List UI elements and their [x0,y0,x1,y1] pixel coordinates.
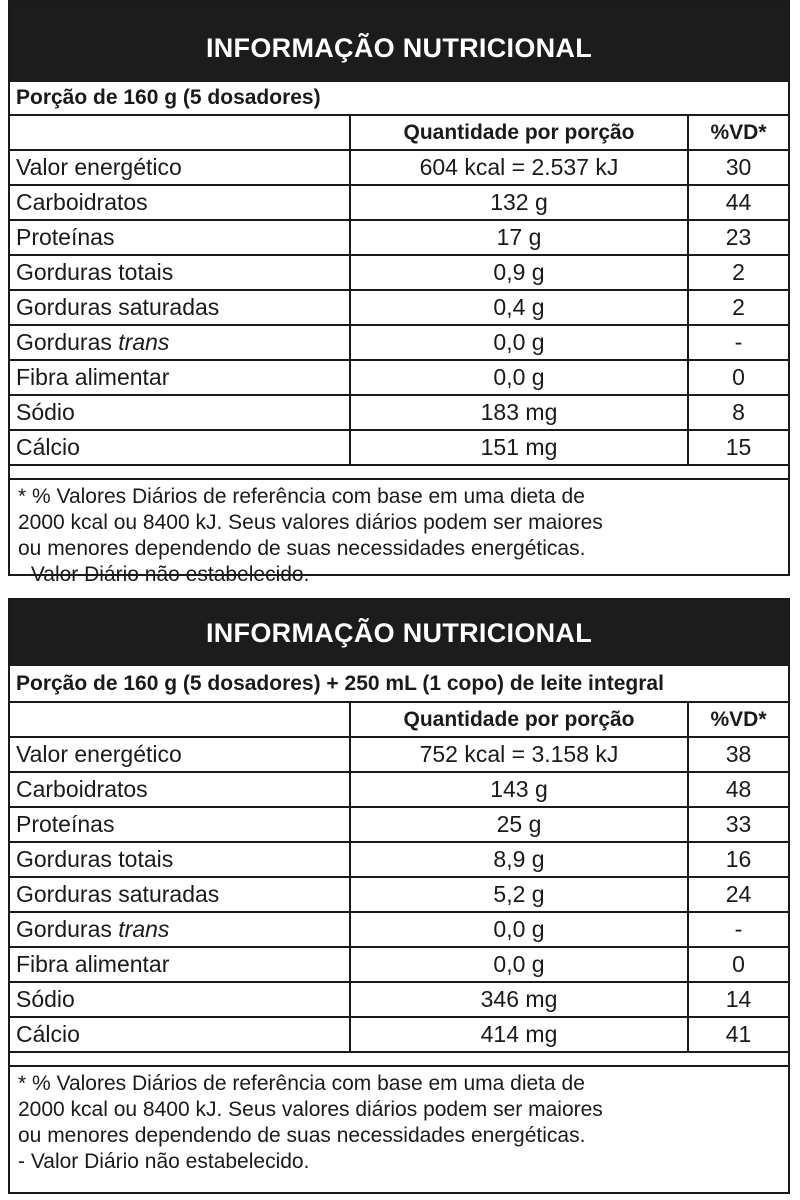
header-blank [10,703,350,737]
table-row [10,220,788,255]
footnote-line: * % Valores Diários de referência com base em uma dieta de [18,1072,585,1095]
footnote-line: - Valor Diário não estabelecido. [18,563,310,586]
nutrient-name: Gorduras saturadas [10,290,350,325]
panel-title: INFORMAÇÃO NUTRICIONAL [10,600,788,666]
nutrient-name: Proteínas [10,220,350,255]
nutrient-quantity: 17 g [350,220,688,255]
nutrient-vd: 2 [688,290,788,325]
header-quantity: Quantidade por porção [350,116,688,150]
nutrient-vd: 14 [688,982,788,1017]
nutrient-vd: 30 [688,150,788,185]
nutrient-name: Fibra alimentar [10,947,350,982]
nutrient-quantity: 183 mg [350,395,688,430]
nutrient-quantity: 346 mg [350,982,688,1017]
nutrient-vd: 16 [688,842,788,877]
table-row [10,947,788,982]
nutrient-name: Sódio [10,982,350,1017]
nutrient-vd: 38 [688,737,788,772]
nutrient-quantity: 25 g [350,807,688,842]
nutrient-name: Fibra alimentar [10,360,350,395]
table-row [10,842,788,877]
table-row [10,1017,788,1052]
nutrient-name: Cálcio [10,430,350,465]
nutrient-vd: 41 [688,1017,788,1052]
header-blank [10,116,350,150]
table-row [10,185,788,220]
nutrient-name-italic: trans [118,916,170,942]
portion-label: Porção de 160 g (5 dosadores) [10,82,788,116]
nutrient-vd: 44 [688,185,788,220]
table-row [10,395,788,430]
nutrient-quantity: 414 mg [350,1017,688,1052]
footnote-line: ou menores dependendo de suas necessidades energéticas. [18,537,586,560]
nutrient-name-prefix: Gorduras [16,916,119,942]
nutrient-name: Carboidratos [10,185,350,220]
table-row [10,360,788,395]
footnote-line: ou menores dependendo de suas necessidades energéticas. [18,1124,586,1147]
nutrient-quantity: 0,0 g [350,912,688,947]
footnote-line: - Valor Diário não estabelecido. [18,1150,310,1173]
nutrient-vd: 23 [688,220,788,255]
table-row [10,807,788,842]
table-spacer [10,1053,788,1065]
table-row [10,150,788,185]
nutrient-name: Sódio [10,395,350,430]
footnote [10,1065,788,1175]
table-row [10,255,788,290]
nutrient-quantity: 132 g [350,185,688,220]
nutrient-quantity: 604 kcal = 2.537 kJ [350,150,688,185]
header-row [10,703,788,737]
table-row [10,912,788,947]
footnote-line: * % Valores Diários de referência com base em uma dieta de [18,485,585,508]
table-row [10,325,788,360]
table-spacer [10,466,788,478]
nutrient-name: Cálcio [10,1017,350,1052]
nutrient-vd: 24 [688,877,788,912]
footnote-line: 2000 kcal ou 8400 kJ. Seus valores diários podem ser maiores [18,511,603,534]
table-row [10,737,788,772]
nutrient-name: Proteínas [10,807,350,842]
nutrient-vd: 8 [688,395,788,430]
nutrient-quantity: 0,9 g [350,255,688,290]
nutrient-quantity: 8,9 g [350,842,688,877]
header-row [10,116,788,150]
nutrient-name: Valor energético [10,737,350,772]
nutrient-vd: - [688,912,788,947]
header-quantity: Quantidade por porção [350,703,688,737]
header-vd: %VD* [688,703,788,737]
table-row [10,290,788,325]
nutrient-quantity: 0,0 g [350,360,688,395]
nutrition-table-160g [8,0,790,586]
panel-title: INFORMAÇÃO NUTRICIONAL [10,2,788,82]
footnote-line: 2000 kcal ou 8400 kJ. Seus valores diários podem ser maiores [18,1098,603,1121]
nutrient-quantity: 0,4 g [350,290,688,325]
nutrient-vd: 0 [688,947,788,982]
nutrient-name [10,325,350,360]
portion-label: Porção de 160 g (5 dosadores) + 250 mL (1 copo) de leite integral [10,666,788,703]
nutrient-name: Carboidratos [10,772,350,807]
nutrient-quantity: 0,0 g [350,947,688,982]
table-row [10,430,788,465]
nutrient-vd: 2 [688,255,788,290]
nutrient-name [10,912,350,947]
nutrient-vd: 0 [688,360,788,395]
nutrient-name: Valor energético [10,150,350,185]
nutrient-name-italic: trans [118,329,170,355]
nutrient-vd: - [688,325,788,360]
nutrient-vd: 48 [688,772,788,807]
table-row [10,772,788,807]
nutrient-name: Gorduras saturadas [10,877,350,912]
header-vd: %VD* [688,116,788,150]
nutrient-table [10,703,788,1053]
footnote [10,478,788,588]
nutrition-table-with-milk [8,598,790,1194]
nutrient-quantity: 752 kcal = 3.158 kJ [350,737,688,772]
nutrient-quantity: 143 g [350,772,688,807]
nutrient-name-prefix: Gorduras [16,329,119,355]
nutrient-quantity: 0,0 g [350,325,688,360]
nutrient-table [10,116,788,466]
table-row [10,877,788,912]
nutrient-vd: 15 [688,430,788,465]
table-row [10,982,788,1017]
nutrient-quantity: 151 mg [350,430,688,465]
nutrient-name: Gorduras totais [10,842,350,877]
nutrient-name: Gorduras totais [10,255,350,290]
nutrient-quantity: 5,2 g [350,877,688,912]
nutrient-vd: 33 [688,807,788,842]
